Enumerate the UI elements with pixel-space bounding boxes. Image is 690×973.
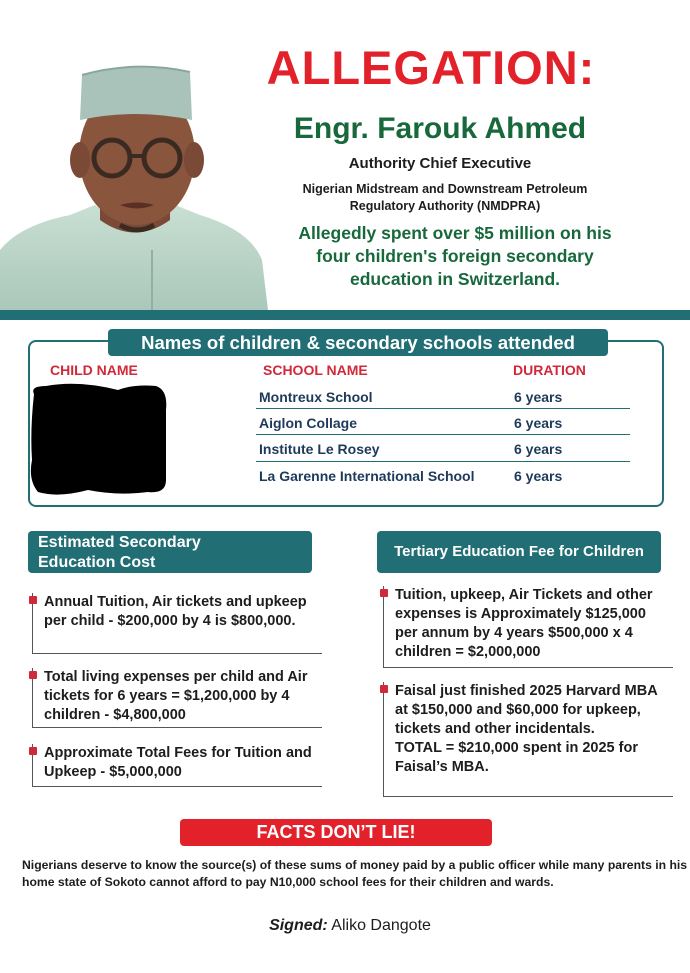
schools-table-title: Names of children & secondary schools attended [108, 329, 608, 356]
secondary-cost-item-text: Annual Tuition, Air tickets and upkeep per child - $200,000 by 4 is $800,000. [44, 594, 307, 629]
tertiary-cost-item-text: Tuition, upkeep, Air Tickets and other expenses is Approximately $125,000 per annum by 4 years $500,000 x 4 children = $2,000,000 [395, 587, 653, 660]
red-square-bullet-icon [29, 747, 37, 755]
agency-name [260, 181, 630, 215]
tertiary-cost-item [383, 682, 673, 797]
duration-cell: 6 years [514, 389, 563, 405]
secondary-cost-item [32, 593, 322, 654]
column-header-duration: DURATION [513, 362, 586, 378]
school-cell: Institute Le Rosey [259, 441, 380, 457]
closing-statement: Nigerians deserve to know the source(s) of these sums of money paid by a public officer while many parents in his home state of Sokoto cannot afford to pay N10,000 school fees for their children and wards. [22, 858, 688, 889]
duration-cell: 6 years [514, 415, 563, 431]
secondary-cost-item-text: Approximate Total Fees for Tuition and Upkeep - $5,000,000 [44, 745, 312, 780]
row-divider [256, 408, 630, 409]
column-header-child-name: CHILD NAME [50, 362, 138, 378]
accused-role: Authority Chief Executive [348, 155, 532, 172]
secondary-cost-item-text: Total living expenses per child and Air tickets for 6 years = $1,200,000 by 4 children - $4,800,000 [44, 669, 308, 723]
duration-cell: 6 years [514, 468, 563, 484]
tertiary-cost-heading: Tertiary Education Fee for Children [377, 531, 661, 573]
agency-line-2: Regulatory Authority (NMDPRA) [349, 199, 541, 213]
tertiary-cost-item-text: Faisal just finished 2025 Harvard MBA at $150,000 and $60,000 for upkeep, tickets and other incidentals. [395, 683, 658, 737]
agency-line-1: Nigerian Midstream and Downstream Petroleum [302, 182, 588, 196]
secondary-cost-heading [28, 531, 312, 573]
school-cell: Montreux School [259, 389, 373, 405]
signature-name: Aliko Dangote [327, 917, 431, 934]
red-square-bullet-icon [29, 596, 37, 604]
claim-line-3: education in Switzerland. [349, 269, 561, 289]
facts-banner: FACTS DON’T LIE! [180, 819, 492, 846]
portrait-photo [0, 20, 270, 310]
column-header-school-name: SCHOOL NAME [263, 362, 368, 378]
red-square-bullet-icon [29, 671, 37, 679]
signature-label: Signed: [269, 917, 328, 934]
secondary-cost-item [32, 668, 322, 728]
red-square-bullet-icon [380, 589, 388, 597]
tertiary-cost-total: TOTAL = $210,000 spent in 2025 for Faisal’s MBA. [395, 740, 638, 775]
secondary-cost-heading-line-2: Education Cost [38, 554, 156, 571]
duration-cell: 6 years [514, 441, 563, 457]
divider-bar [0, 310, 690, 320]
headline: ALLEGATION: [266, 41, 596, 94]
secondary-cost-heading-line-1: Estimated Secondary [38, 534, 201, 551]
school-cell: Aiglon Collage [259, 415, 357, 431]
row-divider [256, 434, 630, 435]
claim-line-1: Allegedly spent over $5 million on his [298, 223, 612, 243]
secondary-cost-item [32, 744, 322, 787]
redacted-child-names [28, 380, 168, 498]
tertiary-cost-item [383, 586, 673, 668]
red-square-bullet-icon [380, 685, 388, 693]
row-divider [256, 461, 630, 462]
allegation-claim [250, 222, 660, 291]
school-cell: La Garenne International School [259, 468, 475, 484]
claim-line-2: four children's foreign secondary [316, 246, 594, 266]
accused-name: Engr. Farouk Ahmed [293, 112, 587, 145]
signature [200, 917, 500, 935]
